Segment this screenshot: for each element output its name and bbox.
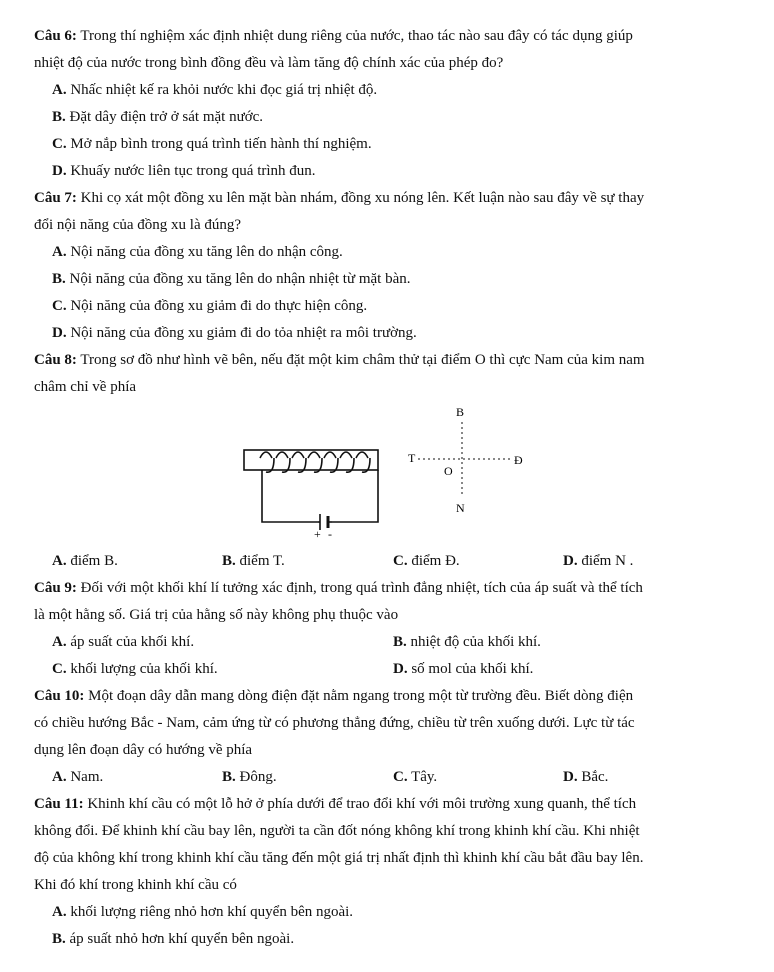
q6-text: Trong thí nghiệm xác định nhiệt dung riêng của nước, thao tác nào sau đây có tác dụng giúp xyxy=(76,28,633,44)
q8-option-d: D. điểm N . xyxy=(563,553,634,569)
q10-option-d: D. Bắc. xyxy=(563,769,609,785)
q10-line-2: có chiều hướng Bắc - Nam, cảm ứng từ có phương thẳng đứng, chiều từ trên xuống dưới. Lực từ tác xyxy=(34,715,635,731)
q6-line-2: nhiệt độ của nước trong bình đồng đều và làm tăng độ chính xác của phép đo? xyxy=(34,55,504,71)
q8-option-a: A. điểm B. xyxy=(52,553,118,569)
q9-line-2: là một hằng số. Giá trị của hằng số này không phụ thuộc vào xyxy=(34,607,399,623)
q6-number: Câu 6: xyxy=(34,28,77,44)
q8-option-c: C. điểm Đ. xyxy=(393,553,460,569)
minus-label: - xyxy=(328,527,332,541)
q6-option-b: B. Đặt dây điện trở ở sát mặt nước. xyxy=(52,109,264,125)
solenoid-compass-figure xyxy=(240,396,550,542)
label-o: O xyxy=(444,464,453,478)
coil-loops xyxy=(260,452,370,472)
q11-number: Câu 11: xyxy=(34,796,84,812)
q7-option-b: B. Nội năng của đồng xu tăng lên do nhận nhiệt từ mặt bàn. xyxy=(52,271,411,287)
q10-option-c: C. Tây. xyxy=(393,769,438,785)
q10-option-a: A. Nam. xyxy=(52,769,104,785)
q10-line-1: Câu 10: Một đoạn dây dẫn mang dòng điện đặt nằm ngang trong một từ trường đều. Biết dòng điện xyxy=(34,688,634,704)
q9-number: Câu 9: xyxy=(34,580,77,596)
q9-option-b: B. nhiệt độ của khối khí. xyxy=(393,634,541,650)
q11-line-1: Câu 11: Khinh khí cầu có một lỗ hở ở phía dưới để trao đổi khí với môi trường xung quanh, thể tích xyxy=(34,796,637,812)
q8-option-b: B. điểm T. xyxy=(222,553,285,569)
q9-option-c: C. khối lượng của khối khí. xyxy=(52,661,218,677)
q8-number: Câu 8: xyxy=(34,352,77,368)
q7-option-c: C. Nội năng của đồng xu giảm đi do thực hiện công. xyxy=(52,298,368,314)
q10-option-b: B. Đông. xyxy=(222,769,277,785)
q7-option-d: D. Nội năng của đồng xu giảm đi do tỏa nhiệt ra môi trường. xyxy=(52,325,417,341)
q7-line-2: đổi nội năng của đồng xu là đúng? xyxy=(34,217,242,233)
q6-option-c: C. Mở nắp bình trong quá trình tiến hành thí nghiệm. xyxy=(52,136,372,152)
label-t: T xyxy=(408,451,416,465)
q9-line-1: Câu 9: Đối với một khối khí lí tưởng xác định, trong quá trình đẳng nhiệt, tích của áp suất và thể tích xyxy=(34,580,643,596)
q10-number: Câu 10: xyxy=(34,688,85,704)
q7-option-a: A. Nội năng của đồng xu tăng lên do nhận công. xyxy=(52,244,343,260)
q11-line-2: không đổi. Để khinh khí cầu bay lên, người ta cần đốt nóng không khí trong khinh khí cầu. Khi nhiệt xyxy=(34,823,640,839)
q6-line-1 xyxy=(34,27,633,45)
q7-number: Câu 7: xyxy=(34,190,77,206)
label-b: B xyxy=(456,405,465,419)
label-n: N xyxy=(456,501,465,515)
label-d: Đ xyxy=(514,453,523,467)
q11-line-3: độ của không khí trong khinh khí cầu tăng đến một giá trị nhất định thì khinh khí cầu bắt đầu bay lên. xyxy=(34,850,644,866)
q6-option-a: A. Nhấc nhiệt kế ra khỏi nước khi đọc giá trị nhiệt độ. xyxy=(52,82,378,98)
q9-option-a: A. áp suất của khối khí. xyxy=(52,634,195,650)
q10-line-3: dụng lên đoạn dây có hướng về phía xyxy=(34,742,253,758)
q11-line-4: Khi đó khí trong khinh khí cầu có xyxy=(34,877,237,893)
q7-line-1: Câu 7: Khi cọ xát một đồng xu lên mặt bàn nhám, đồng xu nóng lên. Kết luận nào sau đây về sự thay xyxy=(34,190,645,206)
wire-left xyxy=(262,470,318,522)
wire-right xyxy=(332,470,378,522)
q11-option-a: A. khối lượng riêng nhỏ hơn khí quyển bên ngoài. xyxy=(52,904,354,920)
q8-line-1: Câu 8: Trong sơ đồ như hình vẽ bên, nếu đặt một kim châm thử tại điểm O thì cực Nam của kim nam xyxy=(34,352,645,368)
q8-line-2: châm chỉ về phía xyxy=(34,379,137,395)
plus-label: + xyxy=(314,527,321,541)
q6-option-d: D. Khuấy nước liên tục trong quá trình đun. xyxy=(52,163,316,179)
q11-option-b: B. áp suất nhỏ hơn khí quyển bên ngoài. xyxy=(52,931,295,947)
q9-option-d: D. số mol của khối khí. xyxy=(393,661,534,677)
